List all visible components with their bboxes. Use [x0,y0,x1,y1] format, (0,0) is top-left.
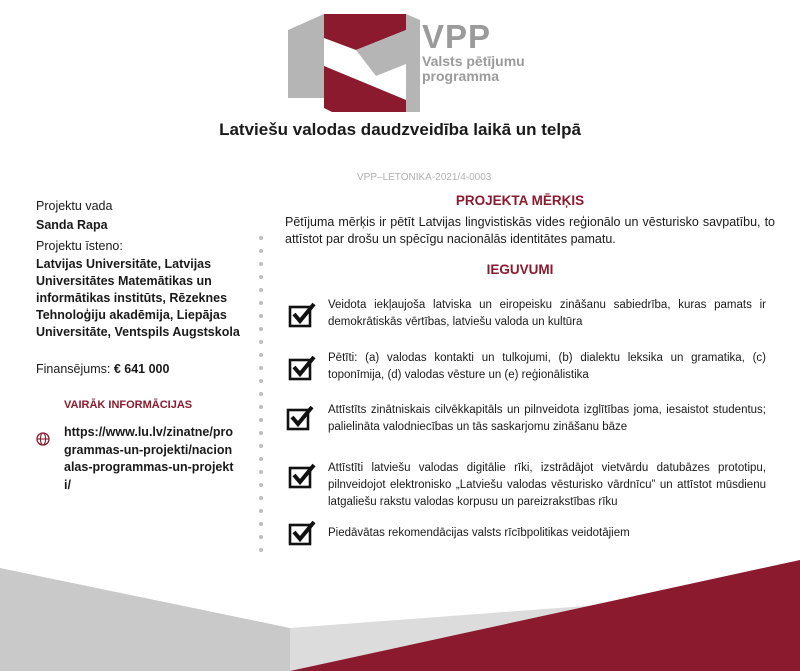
separator-dot [259,327,263,331]
separator-dot [259,301,263,305]
logo-wordmark [422,20,525,84]
separator-dot [259,275,263,279]
checkbox-check-icon [288,355,316,381]
funding-label: Finansējums: [36,362,114,376]
implementer-label: Projektu īsteno: [36,239,123,253]
leader-label: Projektu vada [36,199,113,213]
list-item: Attīstīts zinātniskais cilvēkkapitāls un pilnveidota izglītības joma, iesaistot studentus; palielināta valodniecības un tās saskarjomu zināšanu bāze [328,404,766,433]
goals-heading: PROJEKTA MĒRĶIS [455,193,585,208]
logo-line-1: Valsts pētījumu [422,53,525,69]
goals-text: Pētījuma mērķis ir pētīt Latvijas lingvistiskās vides reģionālo un vēsturisko savpatību, to attīstot par drošu un spēcīgu nacionālās identitātes pamatu. [285,215,775,246]
leader-name: Sanda Rapa [36,218,108,232]
list-item: Attīstīti latviešu valodas digitālie rīki, izstrādājot vietvārdu datubāzes prototipu, pilnveidojot elektronisko „Latviešu valodas vēsturisko vārdnīcu” un attīstot mūsdienu latgaliešu rakstu valodas korpusu un pareizrakstības rīku [328,462,766,508]
separator-dot [259,314,263,318]
separator-dot [259,353,263,357]
list-item: Veidota iekļaujoša latviska un eiropeisku zināšanu sabiedrība, kuras pamats ir demokrātiskās vērtības, latviešu valoda un kultūra [328,299,766,328]
logo-abbr: VPP [422,18,492,55]
checkbox-check-icon [286,405,314,431]
funding-value: € 641 000 [113,362,170,376]
list-item: Pētīti: (a) valodas kontakti un tulkojumi, (b) dialektu leksika un gramatika, (c) toponīmija, (d) valodas vēsture un (e) reģionālistika [328,352,766,381]
separator-dot [259,418,263,422]
separator-dot [259,548,263,552]
separator-dot [259,457,263,461]
separator-dot [259,262,263,266]
checkbox-check-icon [288,302,316,328]
separator-dot [259,470,263,474]
results-heading: IEGUVUMI [486,262,554,277]
project-code: VPP–LETONIKA-2021/4-0003 [357,172,492,183]
separator-dot [259,340,263,344]
funding [36,361,246,378]
decorative-background-shapes [0,560,800,671]
separator-dot [259,249,263,253]
list-item: Piedāvātas rekomendācijas valsts rīcībpolitikas veidotājiem [328,527,630,539]
checkbox-check-icon [288,520,316,546]
separator-dot [259,288,263,292]
more-info-heading: VAIRĀK INFORMĀCIJAS [64,399,193,411]
checkbox-check-icon [288,463,316,489]
page-title: Latviešu valodas daudzveidība laikā un telpā [219,120,581,139]
separator-dot [259,405,263,409]
separator-dot [259,366,263,370]
separator-dot [259,535,263,539]
separator-dot [259,444,263,448]
globe-icon [36,432,50,446]
more-info-link[interactable]: https://www.lu.lv/zinatne/programmas-un-projekti/nacionalas-programmas-un-projekti/ [64,425,234,492]
separator-dot [259,496,263,500]
separator-dot [259,522,263,526]
separator-dot [259,392,263,396]
separator-dot [259,431,263,435]
separator-dot [259,509,263,513]
logo-line-2: programma [422,68,500,84]
separator-dot [259,236,263,240]
separator-dot [259,483,263,487]
separator-dot [259,379,263,383]
implementers-list: Latvijas Universitāte, Latvijas Universitātes Matemātikas un informātikas institūts, Rēzeknes Tehnoloģiju akadēmija, Liepājas Universitāte, Ventspils Augstskola [36,257,240,339]
